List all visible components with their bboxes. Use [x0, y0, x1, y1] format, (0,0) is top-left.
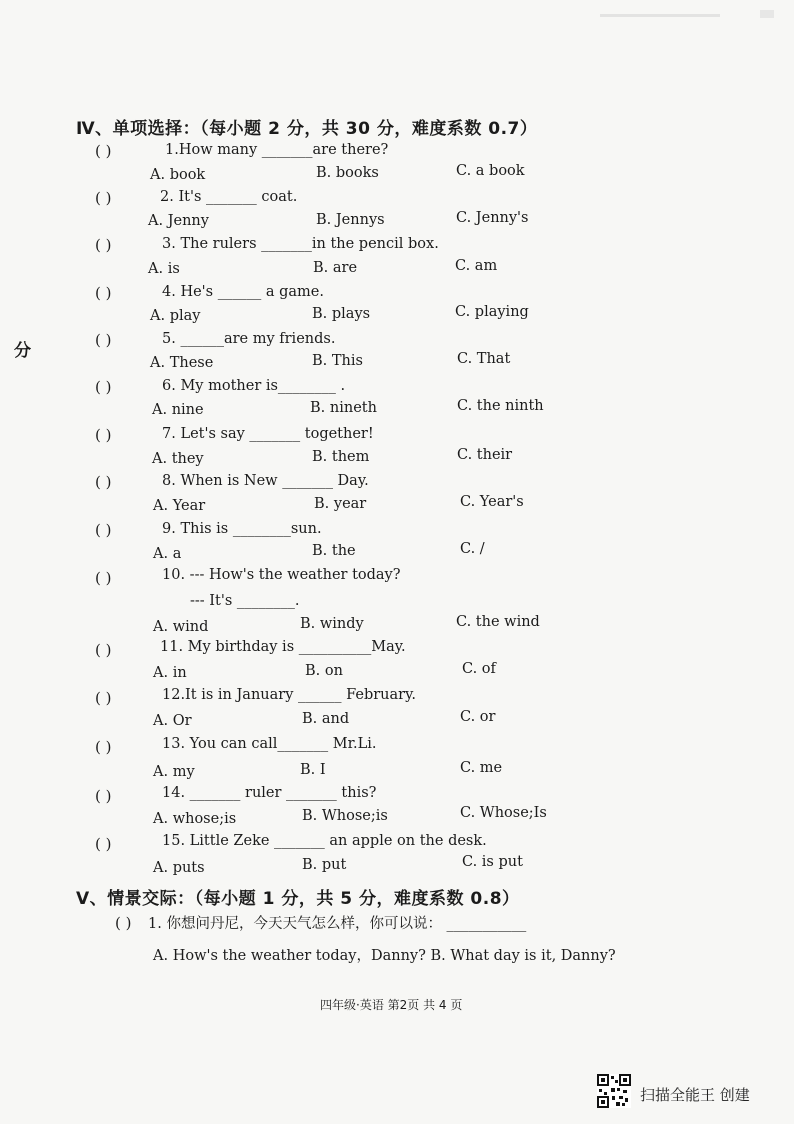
answer-paren: ( )	[115, 914, 132, 932]
option-a: A. book	[150, 167, 206, 183]
answer-paren: ( )	[95, 569, 112, 587]
option-c: C. the ninth	[457, 398, 544, 414]
option-a: A. nine	[152, 402, 204, 418]
answer-paren: ( )	[95, 835, 112, 853]
answer-paren: ( )	[95, 284, 112, 302]
scan-speck	[600, 14, 720, 17]
question-stem: 3. The rulers _______in the pencil box.	[162, 236, 439, 252]
option-a: A. Year	[153, 498, 206, 514]
question-stem: 12.It is in January ______ February.	[162, 687, 416, 703]
option-a: A. in	[153, 665, 187, 681]
option-c: C. their	[457, 447, 513, 463]
option-b: B. nineth	[310, 400, 377, 416]
option-b: B. This	[312, 353, 363, 369]
answer-paren: ( )	[95, 189, 112, 207]
answer-paren: ( )	[95, 473, 112, 491]
answer-paren: ( )	[95, 738, 112, 756]
option-c: C. /	[460, 541, 485, 557]
option-c: C. the wind	[456, 614, 540, 630]
question-stem: 9. This is ________sun.	[162, 521, 322, 537]
answer-paren: ( )	[95, 378, 112, 396]
question-stem: 2. It's _______ coat.	[160, 189, 298, 205]
option-b: B. Jennys	[316, 212, 385, 228]
option-c: C. That	[457, 351, 511, 367]
question-stem: 15. Little Zeke _______ an apple on the desk.	[162, 833, 487, 849]
scan-speck	[760, 10, 774, 18]
question-stem: 1.How many _______are there?	[165, 142, 389, 158]
section-4-title: Ⅳ、单项选择：（每小题 2 分，共 30 分，难度系数 0.7）	[76, 119, 538, 139]
option-a: A. my	[153, 764, 195, 780]
answer-paren: ( )	[95, 787, 112, 805]
question-stem: 14. _______ ruler _______ this?	[162, 785, 377, 801]
question-stem: 4. He's ______ a game.	[162, 284, 324, 300]
question-stem: 11. My birthday is __________May.	[160, 639, 406, 655]
option-a: A. a	[153, 546, 182, 562]
option-c: C. me	[460, 760, 503, 776]
option-b: B. I	[300, 762, 326, 778]
question-stem: 10. --- How's the weather today?	[162, 567, 401, 583]
option-a: A. is	[148, 261, 180, 277]
question-stem: 7. Let's say _______ together!	[162, 426, 374, 442]
answer-paren: ( )	[95, 426, 112, 444]
question-stem: 8. When is New _______ Day.	[162, 473, 369, 489]
option-c: C. or	[460, 709, 496, 725]
qr-code-icon	[597, 1074, 631, 1108]
option-b: B. plays	[312, 306, 371, 322]
option-c: C. am	[455, 258, 498, 274]
option-b: B. the	[312, 543, 356, 559]
option-b: B. books	[316, 165, 379, 181]
option-b: B. year	[314, 496, 367, 512]
question-stem: 1. 你想问丹尼，今天天气怎么样，你可以说： ___________	[148, 916, 527, 932]
option-a: A. whose;is	[153, 811, 237, 827]
option-c: C. Whose;Is	[460, 805, 547, 821]
option-c: C. a book	[456, 163, 525, 179]
option-a: A. play	[150, 308, 201, 324]
option-b: B. on	[305, 663, 343, 679]
option-c: C. playing	[455, 304, 529, 320]
answer-paren: ( )	[95, 142, 112, 160]
question-stem-line2: --- It's ________.	[190, 593, 300, 609]
option-b: B. them	[312, 449, 370, 465]
answer-paren: ( )	[95, 689, 112, 707]
option-b: B. put	[302, 857, 347, 873]
options-line: A. How's the weather today，Danny? B. What day is it, Danny?	[153, 948, 616, 964]
option-c: C. of	[462, 661, 496, 677]
answer-paren: ( )	[95, 641, 112, 659]
question-stem: 13. You can call_______ Mr.Li.	[162, 736, 377, 752]
option-a: A. Jenny	[148, 213, 209, 229]
option-a: A. they	[152, 451, 204, 467]
option-c: C. Year's	[460, 494, 524, 510]
option-b: B. and	[302, 711, 350, 727]
answer-paren: ( )	[95, 521, 112, 539]
option-c: C. is put	[462, 854, 523, 870]
option-a: A. puts	[153, 860, 205, 876]
option-b: B. are	[313, 260, 358, 276]
option-c: C. Jenny's	[456, 210, 529, 226]
option-b: B. windy	[300, 616, 364, 632]
option-a: A. wind	[153, 619, 209, 635]
option-a: A. Or	[153, 713, 192, 729]
option-b: B. Whose;is	[302, 808, 388, 824]
page-footer: 四年级·英语 第2页 共 4 页	[320, 998, 463, 1012]
question-stem: 5. ______are my friends.	[162, 331, 336, 347]
option-a: A. These	[150, 355, 214, 371]
watermark-text: 扫描全能王 创建	[640, 1086, 750, 1104]
section-5-title: Ⅴ、情景交际：（每小题 1 分，共 5 分，难度系数 0.8）	[76, 889, 520, 909]
question-stem: 6. My mother is________ .	[162, 378, 346, 394]
answer-paren: ( )	[95, 236, 112, 254]
score-side-mark: 分	[14, 341, 31, 361]
answer-paren: ( )	[95, 331, 112, 349]
